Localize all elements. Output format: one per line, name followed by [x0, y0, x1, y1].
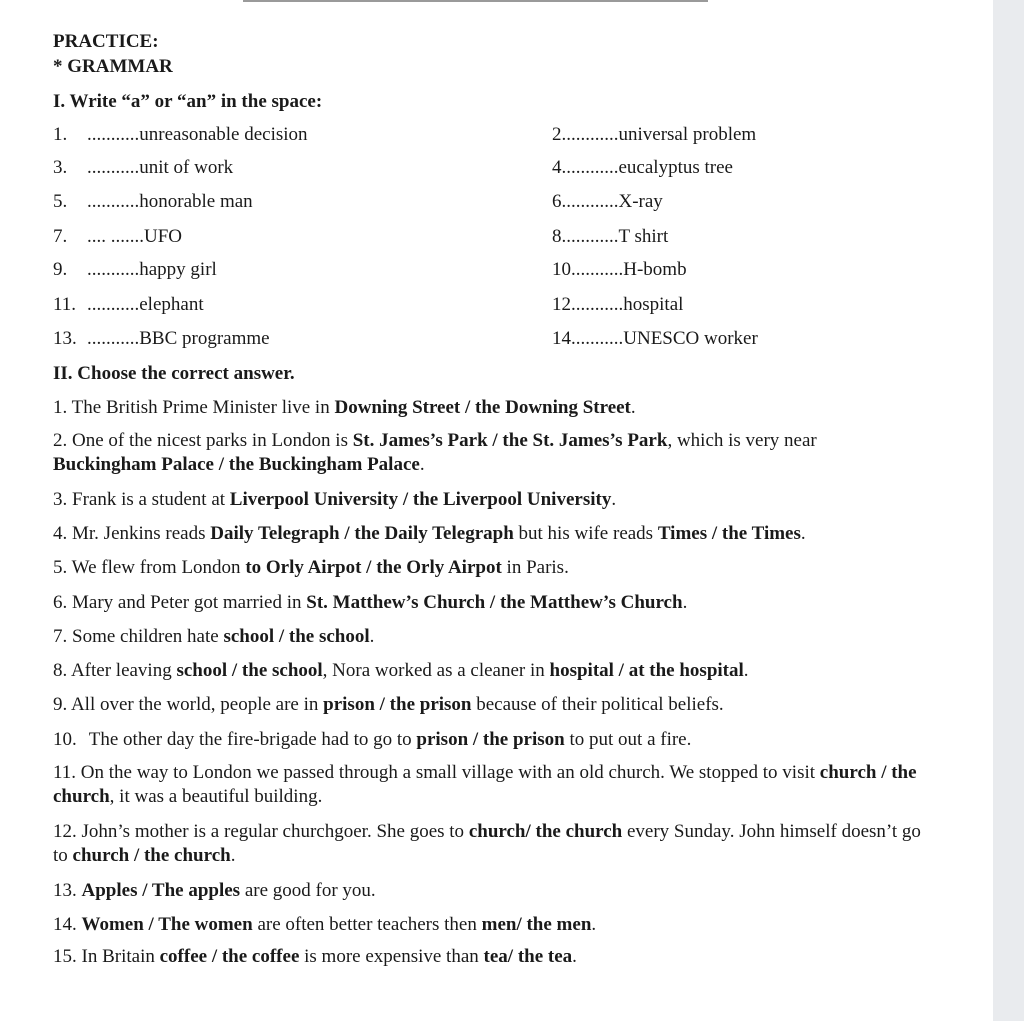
exercise-item-2: 2............universal problem: [552, 124, 757, 145]
question-8: 8. After leaving school / the school, Nora worked as a cleaner in hospital / at the hospital.: [53, 660, 749, 681]
question-14: 14. Women / The women are often better teachers then men/ the men.: [53, 914, 597, 935]
viewer-sidebar: [993, 0, 1024, 1021]
question-6: 6. Mary and Peter got married in St. Matthew’s Church / the Matthew’s Church.: [53, 592, 688, 613]
exercise-item-3: 3. ...........unit of work: [53, 157, 234, 178]
exercise-item-12: 12...........hospital: [552, 294, 684, 315]
question-12: 12. John’s mother is a regular churchgoer. She goes to church/ the church every Sunday. John himself doesn’t go to church / the church.: [53, 821, 921, 866]
exercise-item-11: 11. ...........elephant: [53, 294, 204, 315]
question-13: 13. Apples / The apples are good for you.: [53, 880, 376, 901]
exercise-item-10: 10...........H-bomb: [552, 259, 687, 280]
exercise-item-13: 13. ...........BBC programme: [53, 328, 270, 349]
question-4: 4. Mr. Jenkins reads Daily Telegraph / the Daily Telegraph but his wife reads Times / the Times.: [53, 523, 806, 544]
section1-title: I. Write “a” or “an” in the space:: [53, 91, 323, 112]
question-10: 10. The other day the fire-brigade had to go to prison / the prison to put out a fire.: [53, 729, 692, 750]
question-3: 3. Frank is a student at Liverpool University / the Liverpool University.: [53, 489, 617, 510]
exercise-item-14: 14...........UNESCO worker: [552, 328, 758, 349]
question-9: 9. All over the world, people are in prison / the prison because of their political beliefs.: [53, 694, 724, 715]
question-2: 2. One of the nicest parks in London is St. James’s Park / the St. James’s Park, which is very near Buckingham Palace / the Buckingham Palace.: [53, 430, 817, 475]
question-1: 1. The British Prime Minister live in Downing Street / the Downing Street.: [53, 397, 636, 418]
exercise-item-7: 7. .... .......UFO: [53, 226, 183, 247]
question-5: 5. We flew from London to Orly Airpot / the Orly Airpot in Paris.: [53, 557, 569, 578]
question-7: 7. Some children hate school / the school.: [53, 626, 375, 647]
exercise-item-4: 4............eucalyptus tree: [552, 157, 733, 178]
exercise-item-6: 6............X-ray: [552, 191, 663, 212]
question-15: 15. In Britain coffee / the coffee is more expensive than tea/ the tea.: [53, 946, 577, 967]
exercise-item-1: 1. ...........unreasonable decision: [53, 124, 308, 145]
practice-heading: PRACTICE:: [53, 31, 159, 52]
grammar-heading: * GRAMMAR: [53, 56, 173, 77]
exercise-item-9: 9. ...........happy girl: [53, 259, 217, 280]
section2-title: II. Choose the correct answer.: [53, 363, 295, 384]
exercise-item-5: 5. ...........honorable man: [53, 191, 253, 212]
question-11: 11. On the way to London we passed through a small village with an old church. We stopped to visit church / the church, it was a beautiful building.: [53, 762, 917, 807]
exercise-item-8: 8............T shirt: [552, 226, 669, 247]
